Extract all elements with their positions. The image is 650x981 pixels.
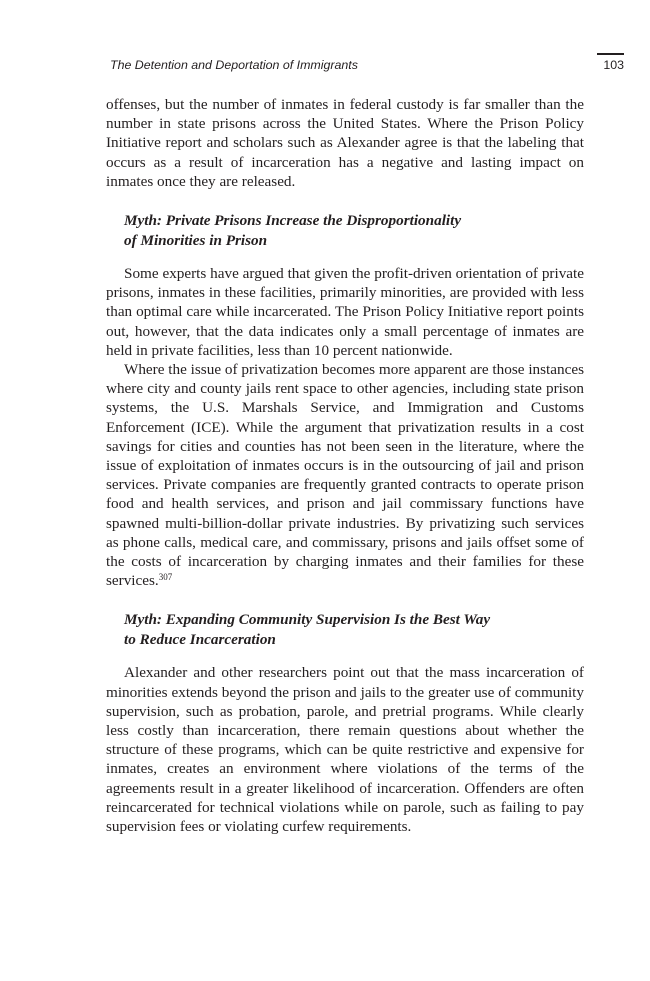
body-text: [106, 95, 584, 836]
section-heading-private-prisons-wrap: [106, 211, 584, 250]
running-head-title: The Detention and Deportation of Immigrants: [110, 58, 358, 72]
section-heading-line: to Reduce Incarceration: [124, 630, 276, 648]
section-heading-community-supervision-wrap: [106, 610, 584, 649]
paragraph-text: Where the issue of privatization becomes more apparent are those instances where city and county jails rent space to other agencies, including state prison systems, the U.S. Marshals Service, and Immigration and Customs Enforcement (ICE). While the argument that privatization results in a cost savings for cities and counties has not been seen in the literature, where the issue of exploitation of inmates occurs is in the outsourcing of jail and prison services. Private companies are frequently granted contracts to operate prison food and health services, and prison and jail commissary functions have spawned multi-billion-dollar private industries. By privatizing such services as phone calls, medical care, and commissary, prisons and jails offset some of the costs of incarceration by charging inmates and their families for these services.: [106, 361, 584, 590]
paragraph-private-prisons-2: [106, 360, 584, 590]
section-heading-line: of Minorities in Prison: [124, 231, 268, 249]
section-heading-line: Myth: Private Prisons Increase the Disproportionality: [124, 212, 462, 230]
footnote-reference: 307: [158, 572, 173, 583]
section-heading-line: Myth: Expanding Community Supervision Is the Best Way: [124, 611, 491, 629]
paragraph-continued: offenses, but the number of inmates in federal custody is far smaller than the number in state prisons across the United States. Where the Prison Policy Initiative report and scholars such as Alexander agree is that the labeling that occurs as a result of incarceration has a negative and lasting impact on inmates once they are released.: [106, 96, 584, 190]
page-number-rule: [597, 53, 624, 55]
paragraph-private-prisons-1: Some experts have argued that given the profit-driven orientation of private prisons, inmates in these facilities, primarily minorities, are provided with less than optimal care while incarcerated. The Prison Policy Initiative report points out, however, that the data indicates only a small percentage of inmates are held in private facilities, less than 10 percent nationwide.: [106, 265, 584, 359]
paragraph-community-supervision: Alexander and other researchers point out that the mass incarceration of minorities extends beyond the prison and jails to the greater use of community supervision, such as probation, parole, and pretrial programs. While clearly less costly than incarceration, there remain questions about whether the structure of these programs, which can be quite restrictive and expensive for inmates, creates an environment where violations of the terms of the agreements result in a greater likelihood of incarceration. Offenders are often reincarcerated for technical violations while on parole, such as failing to pay supervision fees or violating curfew requirements.: [106, 664, 584, 836]
page-number: 103: [603, 58, 624, 72]
section-heading-private-prisons: [106, 211, 584, 250]
section-heading-community-supervision: [106, 610, 584, 649]
